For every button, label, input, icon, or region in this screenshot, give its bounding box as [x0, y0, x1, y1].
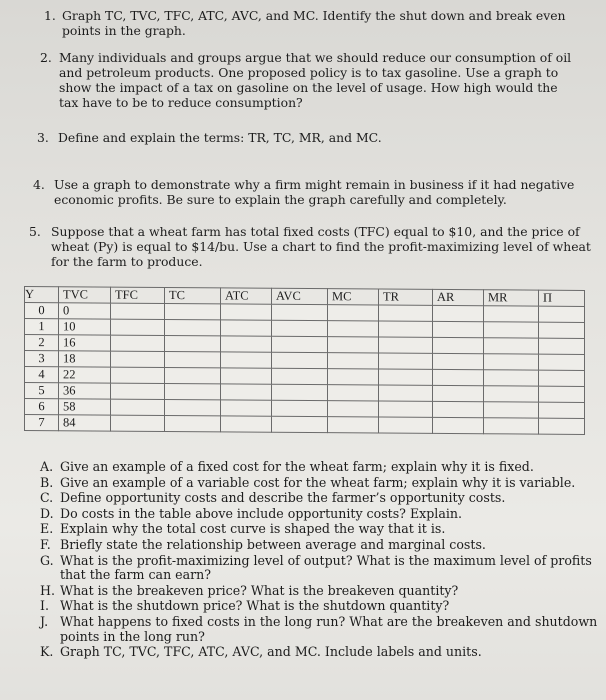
cell-y: 5	[25, 383, 59, 399]
cell-empty	[379, 353, 433, 369]
cell-empty	[379, 385, 433, 401]
subquestion-b	[40, 476, 600, 491]
header-mc: MC	[328, 289, 379, 305]
subquestion-text: What happens to fixed costs in the long run? What are the breakeven and shutdown points in the long run?	[60, 613, 598, 644]
cell-tvc: 36	[59, 383, 111, 399]
subquestion-list	[40, 460, 600, 661]
header-ar: AR	[433, 289, 484, 305]
cell-y: 3	[25, 351, 59, 367]
subquestion-text: Give an example of a variable cost for the wheat farm; explain why it is variable.	[60, 474, 576, 490]
cell-tvc: 18	[59, 351, 111, 367]
subquestion-k	[40, 645, 600, 660]
cell-empty	[484, 386, 539, 402]
cell-empty	[328, 385, 379, 401]
cell-empty	[272, 368, 328, 384]
cell-empty	[379, 337, 433, 353]
cell-empty	[111, 415, 165, 431]
cell-empty	[165, 320, 221, 336]
cell-empty	[328, 305, 379, 321]
cell-empty	[221, 416, 272, 432]
subquestion-a	[40, 460, 600, 475]
header-avc: AVC	[272, 288, 328, 304]
cell-y: 4	[25, 367, 59, 383]
cell-empty	[484, 338, 539, 354]
subquestion-text: Give an example of a fixed cost for the wheat farm; explain why it is fixed.	[60, 459, 534, 474]
cell-empty	[165, 368, 221, 384]
cell-empty	[272, 416, 328, 432]
cell-empty	[379, 401, 433, 417]
cell-empty	[165, 304, 221, 320]
subquestion-h	[40, 584, 600, 599]
cell-empty	[272, 320, 328, 336]
cell-empty	[379, 321, 433, 337]
header-tr: TR	[379, 289, 433, 305]
cell-empty	[111, 335, 165, 351]
cell-empty	[433, 385, 484, 401]
subquestion-text: Define opportunity costs and describe the farmer’s opportunity costs.	[60, 490, 506, 506]
subquestion-g	[40, 554, 600, 583]
cell-y: 2	[25, 335, 59, 351]
cell-empty	[165, 352, 221, 368]
cell-empty	[433, 321, 484, 337]
cell-empty	[539, 322, 585, 338]
cell-empty	[111, 303, 165, 319]
cell-empty	[484, 322, 539, 338]
question-number: 2.	[40, 50, 52, 65]
cell-empty	[433, 353, 484, 369]
cell-empty	[272, 400, 328, 416]
cell-empty	[272, 384, 328, 400]
subquestion-c	[40, 491, 600, 506]
cell-empty	[111, 319, 165, 335]
subquestion-d	[40, 507, 600, 522]
cell-tvc: 10	[59, 319, 111, 335]
cell-empty	[539, 338, 585, 354]
cell-empty	[484, 402, 539, 418]
cell-empty	[111, 367, 165, 383]
subquestion-text: Explain why the total cost curve is shaped the way that it is.	[60, 521, 446, 537]
cell-empty	[221, 368, 272, 384]
cell-empty	[328, 337, 379, 353]
cell-y: 7	[25, 415, 59, 431]
question-text: Many individuals and groups argue that we should reduce our consumption of oil and petroleum products. One proposed policy is to tax gasoline. Use a graph to show the impact of a tax on gasoline on the level of usage. How high would the tax have to be to reduce consumption?	[59, 50, 572, 110]
subquestion-i	[40, 599, 600, 614]
cell-empty	[433, 417, 484, 433]
subquestion-f	[40, 538, 600, 553]
cell-empty	[165, 336, 221, 352]
cell-empty	[221, 384, 272, 400]
cell-empty	[221, 352, 272, 368]
subquestion-letter: B.	[40, 474, 54, 490]
subquestion-text: What is the profit-maximizing level of output? What is the maximum level of profits that the farm can earn?	[60, 552, 592, 583]
cell-empty	[433, 369, 484, 385]
cell-empty	[484, 306, 539, 322]
cell-empty	[433, 401, 484, 417]
table-row	[25, 415, 585, 435]
header-mr: MR	[484, 290, 539, 306]
cell-empty	[111, 399, 165, 415]
cell-tvc: 0	[59, 303, 111, 319]
cell-empty	[379, 305, 433, 321]
cell-empty	[379, 369, 433, 385]
question-number: 1.	[44, 8, 56, 23]
cell-tvc: 22	[59, 367, 111, 383]
question-text: Use a graph to demonstrate why a firm might remain in business if it had negative economic profits. Be sure to explain the graph carefully and completely.	[54, 177, 575, 207]
cell-empty	[539, 386, 585, 402]
subquestion-text: What is the shutdown price? What is the shutdown quantity?	[60, 598, 450, 614]
subquestion-text: Briefly state the relationship between average and marginal costs.	[60, 536, 486, 552]
cell-empty	[221, 400, 272, 416]
subquestion-letter: C.	[40, 490, 54, 506]
question-text: Define and explain the terms: TR, TC, MR, and MC.	[58, 130, 382, 145]
cell-empty	[165, 400, 221, 416]
subquestion-j	[40, 615, 600, 644]
cell-y: 1	[25, 319, 59, 335]
cell-empty	[165, 384, 221, 400]
question-number: 3.	[37, 130, 49, 145]
cell-empty	[328, 401, 379, 417]
header-tc: TC	[165, 288, 221, 304]
cell-tvc: 58	[59, 399, 111, 415]
subquestion-letter: J.	[40, 613, 49, 629]
question-number: 5.	[29, 224, 41, 239]
cell-empty	[221, 336, 272, 352]
subquestion-letter: G.	[40, 552, 54, 568]
cell-empty	[539, 402, 585, 418]
header-atc: ATC	[221, 288, 272, 304]
cell-empty	[539, 370, 585, 386]
cell-empty	[328, 321, 379, 337]
cell-empty	[433, 305, 484, 321]
subquestion-text: Graph TC, TVC, TFC, ATC, AVC, and MC. Include labels and units.	[60, 644, 482, 660]
cell-empty	[539, 306, 585, 322]
cell-empty	[484, 370, 539, 386]
cell-empty	[328, 417, 379, 433]
cell-empty	[111, 383, 165, 399]
cost-table	[24, 286, 585, 435]
cell-empty	[272, 336, 328, 352]
subquestion-letter: H.	[40, 582, 55, 598]
question-text: Suppose that a wheat farm has total fixed costs (TFC) equal to $10, and the price of wheat (Py) is equal to $14/bu. Use a chart to find the profit-maximizing level of wheat for the farm to produce.	[51, 224, 591, 269]
cell-empty	[328, 353, 379, 369]
subquestion-text: What is the breakeven price? What is the breakeven quantity?	[60, 582, 459, 598]
cell-empty	[539, 418, 585, 434]
cell-empty	[484, 354, 539, 370]
cell-empty	[272, 352, 328, 368]
cell-tvc: 84	[59, 415, 111, 431]
cell-empty	[484, 418, 539, 434]
header-profit: Π	[539, 290, 585, 306]
subquestion-letter: I.	[40, 598, 49, 614]
cell-y: 6	[25, 399, 59, 415]
subquestion-letter: K.	[40, 644, 54, 660]
cell-tvc: 16	[59, 335, 111, 351]
cell-empty	[433, 337, 484, 353]
cell-y: 0	[25, 303, 59, 319]
header-tvc: TVC	[59, 287, 111, 303]
header-y: Y	[25, 287, 59, 303]
header-tfc: TFC	[111, 287, 165, 303]
subquestion-letter: F.	[40, 536, 51, 552]
subquestion-letter: E.	[40, 521, 54, 537]
cell-empty	[328, 369, 379, 385]
cell-empty	[221, 304, 272, 320]
cell-empty	[165, 416, 221, 432]
subquestion-letter: D.	[40, 505, 54, 521]
subquestion-text: Do costs in the table above include opportunity costs? Explain.	[60, 505, 462, 521]
cell-empty	[111, 351, 165, 367]
cell-empty	[539, 354, 585, 370]
cell-empty	[379, 417, 433, 433]
cell-empty	[221, 320, 272, 336]
subquestion-letter: A.	[40, 459, 54, 474]
subquestion-e	[40, 522, 600, 537]
question-number: 4.	[33, 177, 45, 192]
cell-empty	[272, 304, 328, 320]
question-text: Graph TC, TVC, TFC, ATC, AVC, and MC. Identify the shut down and break even points in the graph.	[62, 8, 566, 38]
